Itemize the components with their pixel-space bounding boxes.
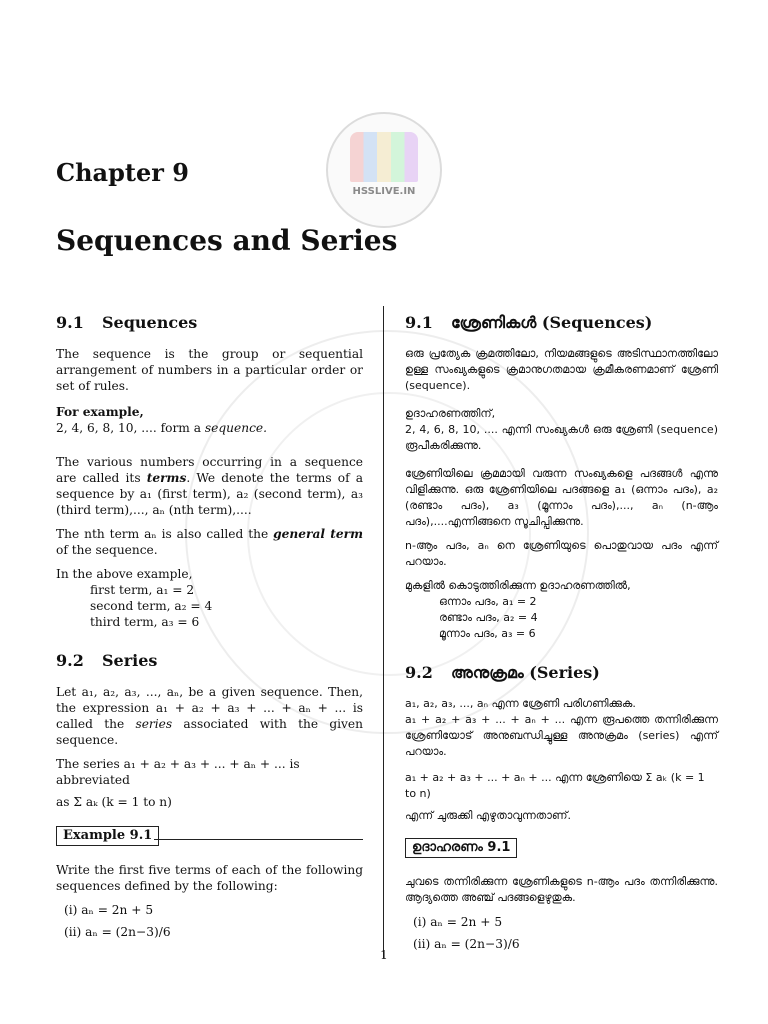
spacer	[56, 444, 363, 454]
series-sigma-ml: a₁ + a₂ + a₃ + ... + aₙ + ... എന്ന ശ്രേണിയെ Σ aₖ (k = 1 to n)	[405, 771, 705, 800]
example-label: For example,	[56, 405, 144, 419]
terms-text-b: . We denote the terms of a sequence by a₁ (first term), a₂ (second term), a₃ (third term),..., aₙ (nth term),....	[56, 471, 364, 517]
general-term-paragraph	[56, 526, 363, 558]
malayalam-column	[405, 312, 718, 952]
series-definition-ml: a₁ + a₂ + a₃ + ... + aₙ + ... എന്ന രൂപത്തെ തന്നിരിക്കുന്ന ശ്രേണിയോട് അനുബന്ധിച്ചുള്ള അനുക്രമം (series) എന്ന് പറയാം.	[405, 713, 718, 758]
term-line-3-ml: മൂന്നാം പദം, a₃ = 6	[439, 627, 536, 640]
section-heading-series-ml	[405, 662, 718, 684]
general-term-paragraph-ml: n-ആം പദം, aₙ നെ ശ്രേണിയുടെ പൊതുവായ പദം എന്ന് പറയാം.	[405, 539, 718, 568]
section-heading-series	[56, 650, 363, 672]
page-number: 1	[380, 948, 388, 962]
section-title: Series	[102, 651, 158, 670]
section-title: ശ്രേണികൾ (Sequences)	[451, 313, 653, 332]
term-line-1: first term, a₁ = 2	[90, 583, 195, 597]
term-line-2-ml: രണ്ടാം പദം, a₂ = 4	[439, 611, 538, 624]
terms-paragraph-ml: ശ്രേണിയിലെ ക്രമമായി വരുന്ന സംഖ്യകളെ പദങ്ങൾ എന്നു വിളിക്കുന്നു. ഒരു ശ്രേണിയിലെ പദങ്ങളെ a₁ (ഒന്നാം പദം), a₂ (രണ്ടാം പദം), a₃ (മൂന്നാം പദം),..., aₙ (n-ആം പദം),....എന്നിങ്ങനെ സൂചിപ്പിക്കുന്നു.	[405, 467, 718, 528]
example-intro-ml: മുകളിൽ കൊടുത്തിരിക്കുന്ന ഉദാഹരണത്തിൽ,	[405, 579, 631, 592]
english-column	[56, 312, 363, 940]
example-box-label-ml	[405, 838, 517, 858]
section-title: അനുക്രമം (Series)	[451, 663, 600, 682]
terms-text-a: The various numbers occurring in a sequence are called its	[56, 455, 363, 485]
series-expression: a₁ + a₂ + a₃ + ... + aₙ + ...	[155, 701, 347, 715]
series-definition	[56, 684, 363, 748]
series-abbreviation-ml: എന്ന് ചുരുക്കി എഴുതാവുന്നതാണ്.	[405, 809, 571, 822]
section-number: 9.2	[405, 663, 433, 682]
example-item-ii: (ii) aₙ = (2n−3)/6	[64, 925, 171, 939]
chapter-heading: Chapter 9	[56, 158, 189, 187]
section-heading-sequences	[56, 312, 363, 334]
site-logo	[326, 112, 442, 228]
series-intro-ml: a₁, a₂, a₃, ..., aₙ എന്ന ശ്രേണി പരിഗണിക്കുക.	[405, 697, 636, 710]
example-rule	[154, 839, 363, 840]
example-sequence-text: 2, 4, 6, 8, 10, .... form a	[56, 421, 202, 435]
section-number: 9.2	[56, 651, 84, 670]
example-box-text: Example 9.1	[63, 828, 153, 843]
logo-text: HSSLIVE.IN	[352, 186, 416, 197]
example-question-ml: ചുവടെ തന്നിരിക്കുന്ന ശ്രേണികളുടെ n-ആം പദം തന്നിരിക്കുന്നു. ആദ്യത്തെ അഞ്ച് പദങ്ങളെഴുതുക.	[405, 875, 718, 904]
series-text-a: Let a₁, a₂, a₃, ..., aₙ, be a given sequence. Then, the expression	[56, 685, 363, 715]
example-sequence	[56, 420, 363, 436]
terms-keyword: terms	[146, 471, 187, 485]
example-sequence-ml: 2, 4, 6, 8, 10, .... എന്നി സംഖ്യകൾ ഒരു ശ്രേണി (sequence) രൂപീകരിക്കുന്നു.	[405, 423, 718, 452]
series-text-b: is called the	[56, 701, 364, 731]
example-box-label	[56, 826, 159, 846]
example-intro: In the above example,	[56, 567, 193, 581]
term-line-2: second term, a₂ = 4	[90, 599, 213, 613]
term-line-1-ml: ഒന്നാം പദം, a₁ = 2	[439, 595, 537, 608]
series-sigma-notation: as Σ aₖ (k = 1 to n)	[56, 795, 172, 809]
example-label-ml: ഉദാഹരണത്തിന്,	[405, 407, 496, 420]
logo-children-figure	[350, 132, 418, 182]
sequence-definition: The sequence is the group or sequential arrangement of numbers in a particular order or set of rules.	[56, 347, 363, 393]
general-term-text-b: of the sequence.	[56, 543, 158, 557]
chapter-title: Sequences and Series	[56, 224, 398, 257]
series-abbreviation-text: The series a₁ + a₂ + a₃ + ... + aₙ + ... is abbreviated	[56, 757, 300, 787]
general-term-keyword: general term	[273, 527, 363, 541]
example-item-i: (i) aₙ = 2n + 5	[64, 903, 154, 917]
general-term-text-a: The nth term aₙ is also called the	[56, 527, 269, 541]
section-number: 9.1	[56, 313, 84, 332]
section-title: Sequences	[102, 313, 198, 332]
column-divider	[383, 306, 384, 958]
spacer	[56, 630, 363, 650]
series-keyword: series	[135, 717, 173, 731]
section-number: 9.1	[405, 313, 433, 332]
section-heading-sequences-ml	[405, 312, 718, 334]
sequence-definition-ml: ഒരു പ്രത്യേക ക്രമത്തിലോ, നിയമങ്ങളുടെ അടിസ്ഥാനത്തിലോ ഉള്ള സംഖ്യകളുടെ ക്രമാനുഗതമായ ക്രമീകരണമാണ് ശ്രേണി (sequence).	[405, 347, 718, 392]
term-line-3: third term, a₃ = 6	[90, 615, 200, 629]
example-box-text-ml: ഉദാഹരണം 9.1	[412, 840, 511, 855]
example-sequence-word: sequence.	[204, 421, 267, 435]
spacer	[405, 642, 718, 662]
example-item-i-ml: (i) aₙ = 2n + 5	[413, 915, 503, 929]
terms-paragraph	[56, 454, 363, 518]
series-text-c: associated with the given sequence.	[56, 717, 363, 747]
example-item-ii-ml: (ii) aₙ = (2n−3)/6	[413, 937, 520, 951]
example-question: Write the first five terms of each of the following sequences defined by the following:	[56, 863, 363, 893]
